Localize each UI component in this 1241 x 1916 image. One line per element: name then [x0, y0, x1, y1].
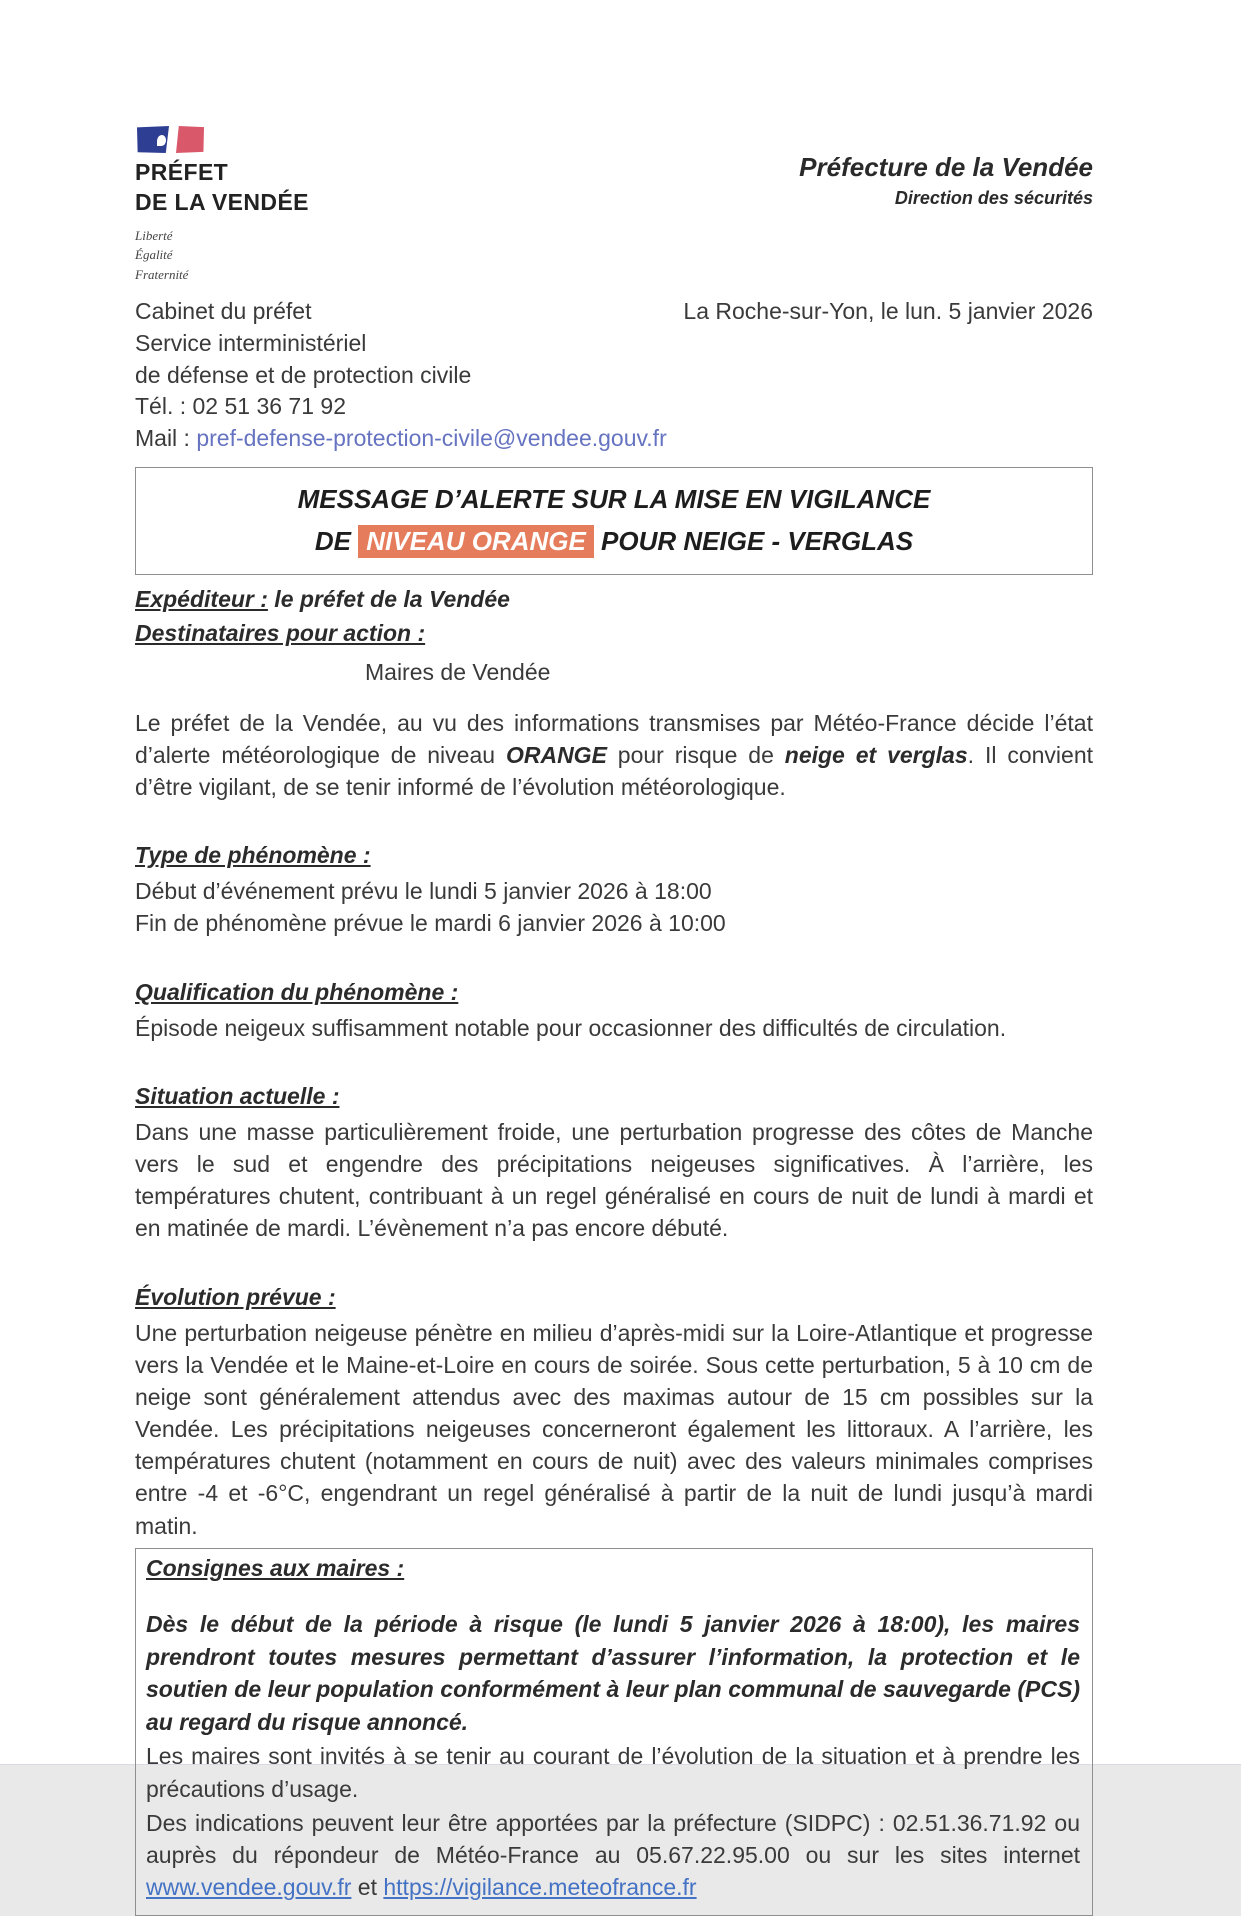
recipients-value: Maires de Vendée [365, 659, 551, 686]
flag-blue-block [137, 126, 169, 153]
french-flag-icon [137, 126, 465, 153]
contact-line-cabinet: Cabinet du préfet [135, 298, 312, 325]
contact-line-tel: Tél. : 02 51 36 71 92 [135, 393, 346, 420]
intro-paragraph [135, 707, 1093, 804]
intro-bold-orange: ORANGE [505, 741, 607, 768]
consignes-heading: Consignes aux maires : [146, 1554, 405, 1581]
alert-title-line2-suffix: POUR NEIGE - VERGLAS [593, 526, 914, 556]
event-end-line: Fin de phénomène prévue le mardi 6 janvier 2026 à 10:00 [135, 910, 726, 937]
section-qualification [135, 979, 1093, 1044]
prefecture-subtitle: Direction des sécurités [894, 188, 1093, 208]
sender-value: le préfet de la Vendée [267, 586, 510, 613]
consignes-bold-paragraph: Dès le début de la période à risque (le lundi 5 janvier 2026 à 18:00), les maires prendront toutes mesures permettant d’assurer l’information, la protection et le soutien de leur population conformément à leur plan communal de sauvegarde (PCS) au regard du risque annoncé. [146, 1610, 1080, 1735]
contact-line-mail [135, 423, 667, 455]
recipients-line [135, 617, 1093, 649]
flag-red-block [176, 126, 204, 153]
consignes-paragraph-3 [146, 1807, 1080, 1904]
qualification-heading: Qualification du phénomène : [135, 978, 459, 1005]
prefet-name-line1: PRÉFET [135, 159, 229, 185]
consignes-box [135, 1548, 1093, 1916]
orange-level-highlight: NIVEAU ORANGE [358, 525, 594, 558]
alert-title-line1: MESSAGE D’ALERTE SUR LA MISE EN VIGILANCE [297, 483, 931, 514]
prefet-name [135, 157, 465, 218]
consignes-paragraph-2: Les maires sont invités à se tenir au courant de l’évolution de la situation et à prendre les précautions d’usage. [146, 1743, 1080, 1802]
consignes-gap [146, 1582, 1080, 1608]
prefecture-title: Préfecture de la Vendée [799, 152, 1093, 182]
section-type-phenomene [135, 842, 1093, 939]
republic-motto [135, 226, 465, 285]
alert-title-line2 [144, 520, 1084, 562]
sender-label: Expéditeur : [135, 586, 268, 613]
evolution-paragraph: Une perturbation neigeuse pénètre en milieu d’après-midi sur la Loire-Atlantique et progresse vers la Vendée et le Maine-et-Loire en cours de soirée. Sous cette perturbation, 5 à 10 cm de neige sont généralement attendus avec des maximas autour de 15 cm possibles sur la Vendée. Les précipitations neigeuses concerneront également les littoraux. A l’arrière, les températures chutent (notamment en cours de nuit) avec des valeurs minimales comprises entre -4 et -6°C, engendrant un regel généralisé à partir de la nuit de lundi jusqu’à mardi matin. [135, 1319, 1093, 1539]
prefet-name-line2: DE LA VENDÉE [135, 189, 309, 216]
mail-label: Mail : [135, 425, 197, 452]
vendee-gouv-link[interactable]: www.vendee.gouv.fr [146, 1874, 352, 1901]
motto-fraternite: Fraternité [135, 266, 189, 282]
section-situation [135, 1083, 1093, 1245]
qualification-line: Épisode neigeux suffisamment notable pour occasionner des difficultés de circulation. [135, 1014, 1007, 1041]
prefet-logo [135, 126, 465, 284]
intro-part1: Le préfet de la Vendée, au vu des informations transmises par Météo-France décide l’état d’alerte météorologique de niveau [135, 709, 1093, 768]
contact-line-defense: de défense et de protection civile [135, 361, 472, 388]
mail-address-link[interactable]: pref-defense-protection-civile@vendee.gouv.fr [196, 425, 667, 452]
contact-row [135, 296, 1093, 455]
recipients-label: Destinataires pour action : [135, 620, 426, 647]
section-evolution [135, 1284, 1093, 1542]
meta-block [135, 583, 1093, 689]
motto-liberte: Liberté [135, 227, 173, 243]
contact-line-service: Service interministériel [135, 329, 367, 356]
consignes-para3-text2: et [351, 1874, 384, 1901]
intro-part2: pour risque de [606, 741, 785, 768]
situation-paragraph: Dans une masse particulièrement froide, une perturbation progresse des côtes de Manche vers le sud et engendre des précipitations neigeuses significatives. À l’arrière, les températures chutent, contribuant à un regel généralisé en cours de nuit de lundi à mardi et en matinée de mardi. L’évènement n’a pas encore débuté. [135, 1118, 1093, 1242]
sender-line [135, 583, 1093, 615]
motto-egalite: Égalité [135, 247, 173, 263]
vigilance-meteofrance-link[interactable]: https://vigilance.meteofrance.fr [383, 1874, 697, 1901]
alert-title-box [135, 467, 1093, 575]
dateline: La Roche-sur-Yon, le lun. 5 janvier 2026 [683, 298, 1093, 325]
alert-title-line2-prefix: DE [314, 526, 359, 556]
situation-heading: Situation actuelle : [135, 1082, 340, 1109]
document-header [135, 126, 1093, 284]
intro-part3: . Il convient d’être vigilant, de se tenir informé de l’évolution météorologique. [135, 741, 1094, 801]
type-phenomene-heading: Type de phénomène : [135, 842, 371, 869]
event-start-line: Début d’événement prévu le lundi 5 janvier 2026 à 18:00 [135, 878, 712, 905]
prefecture-header [799, 126, 1093, 209]
intro-bold-neige-verglas: neige et verglas [784, 741, 968, 768]
evolution-heading: Évolution prévue : [135, 1283, 336, 1310]
consignes-para3-text1: Des indications peuvent leur être apportées par la préfecture (SIDPC) : 02.51.36.71.92 ou auprès du répondeur de Météo-France au 05.67.22.95.00 ou sur les sites internet [146, 1809, 1080, 1869]
contact-block [135, 296, 667, 455]
